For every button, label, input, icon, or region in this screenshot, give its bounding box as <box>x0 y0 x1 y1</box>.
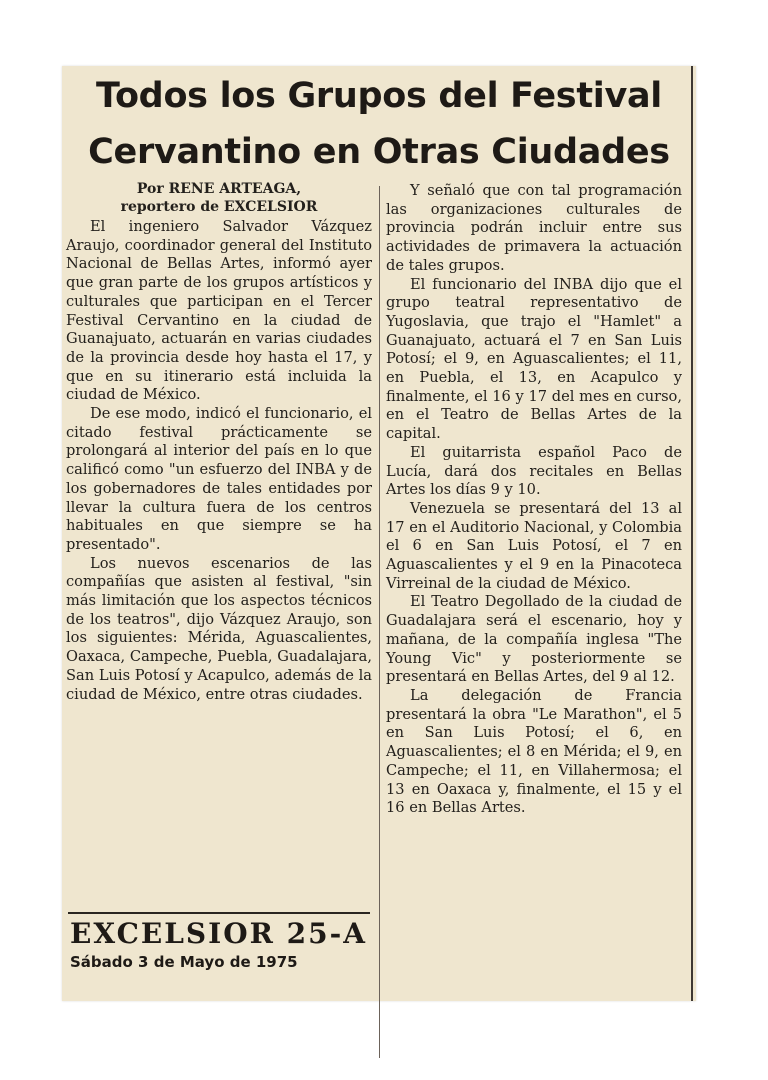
paragraph: Y señaló que con tal programación las organizaciones culturales de provincia podrán incluir entre sus actividades de primavera la actuación de tales grupos. <box>386 182 682 274</box>
paragraph: La delegación de Francia presentará la obra "Le Marathon", el 5 en San Luis Potosí; el 6, en Aguascalientes; el 8 en Mérida; el 9, en Campeche; el 11, en Villahermosa; el 13 en Oaxaca y, finalmente, el 15 y el 16 en Bellas Artes. <box>386 686 682 817</box>
newspaper-clipping <box>62 66 696 1001</box>
right-column <box>386 182 682 818</box>
clipping-edge-rule <box>691 66 693 1001</box>
paragraph: Venezuela se presentará del 13 al 17 en el Auditorio Nacional, y Colombia el 6 en San Luis Potosí, el 7 en Aguascalientes y el 9 en la Pinacoteca Virreinal de la ciudad de México. <box>386 499 682 592</box>
masthead-title: EXCELSIOR 25-A <box>70 917 367 950</box>
paragraph: El guitarrista español Paco de Lucía, dará dos recitales en Bellas Artes los días 9 y 10. <box>386 443 682 499</box>
paragraph: El ingeniero Salvador Vázquez Araujo, coordinador general del Instituto Nacional de Bellas Artes, informó ayer que gran parte de los grupos artísticos y culturales que participan en el Tercer Festival Cervantino en la ciudad de Guanajuato, actuarán en varias ciudades de la provincia desde hoy hasta el 17, y que en su itinerario está incluida la ciudad de México. <box>66 218 372 404</box>
left-column <box>66 180 372 704</box>
paragraph: El Teatro Degollado de la ciudad de Guadalajara será el escenario, hoy y mañana, de la compañía inglesa "The Young Vic" y posteriormente se presentará en Bellas Artes, del 9 al 12. <box>386 593 682 686</box>
byline-role: reportero de EXCELSIOR <box>120 199 318 215</box>
paragraph: Los nuevos escenarios de las compañías que asisten al festival, "sin más limitación que los aspectos técnicos de los teatros", dijo Vázquez Araujo, son los siguientes: Mérida, Aguascalientes, Oaxaca, Campeche, Puebla, Guadalajara, San Luis Potosí y Acapulco, además de la ciudad de México, entre otras ciudades. <box>66 554 372 703</box>
headline-line-1: Todos los Grupos del Festival <box>96 76 662 116</box>
byline <box>66 180 372 216</box>
paragraph: El funcionario del INBA dijo que el grupo teatral representativo de Yugoslavia, que trajo el "Hamlet" a Guanajuato, actuará el 7 en San Luis Potosí; el 9, en Aguascalientes; el 11, en Puebla, el 13, en Acapulco y finalmente, el 16 y 17 del mes en curso, en el Teatro de Bellas Artes de la capital. <box>386 275 682 443</box>
byline-author: Por RENE ARTEAGA, <box>136 181 302 197</box>
headline <box>62 68 696 180</box>
paragraph: De ese modo, indicó el funcionario, el citado festival prácticamente se prolongará al interior del país en lo que calificó como "un esfuerzo del INBA y de los gobernadores de tales entidades por llevar la cultura fuera de los centros habituales en que siempre se ha presentado". <box>66 405 372 553</box>
masthead-date: Sábado 3 de Mayo de 1975 <box>70 953 298 971</box>
headline-line-2: Cervantino en Otras Ciudades <box>88 132 670 172</box>
masthead-rule <box>68 912 370 914</box>
column-divider <box>379 186 380 1058</box>
